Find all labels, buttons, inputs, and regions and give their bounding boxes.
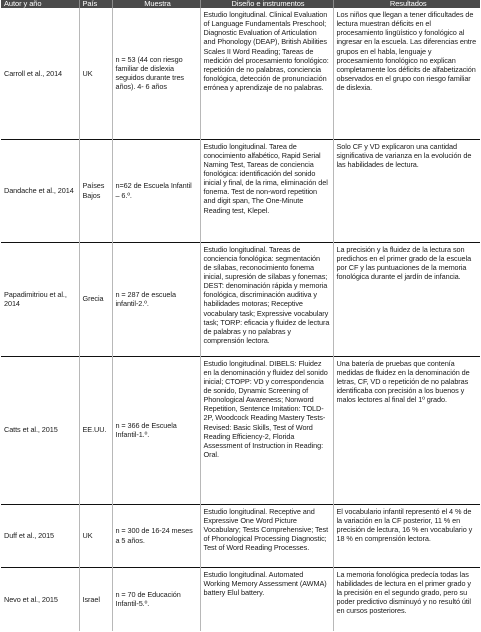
- cell-results: La memoria fonológica predecía todas las habilidades de lectura en el primer grado y la precisión en el segundo grado, pero su poder predictivo disminuyó y no resultó útil en cursos posteriores.: [333, 567, 480, 631]
- cell-results: Solo CF y VD explicaron una cantidad significativa de varianza en la evolución de las habilidades de lectura.: [333, 139, 480, 242]
- header-country: País: [79, 0, 112, 8]
- cell-design: Estudio longitudinal. DIBELS: Fluidez en la denominación y fluidez del sonido inicial; CTOPP: VD y correspondencia de sonido, Dynamic Screening of Phonological Awareness; Nonword Repetition, Sentence Imitation: TOLD-2P, Woodcock Reading Mastery Tests-Revised: Basic Skills, Test of Word Reading Efficiency-2, Florida Assessment of Instruction in Reading: Oral.: [200, 356, 333, 504]
- literature-review-table: [1, 0, 480, 631]
- cell-country: Países Bajos: [79, 139, 112, 242]
- table-header: [1, 0, 480, 8]
- cell-design: Estudio longitudinal. Tarea de conocimiento alfabético, Rapid Serial Naming Test, Tareas de conciencia fonológica: identificación del sonido inicial y final, de la rima, eliminación del fonema. Test de non-word repetition and digit span, The One-Minute Reading test, Klepel.: [200, 139, 333, 242]
- cell-design: Estudio longitudinal. Tareas de conciencia fonológica: segmentación de sílabas, reconocimiento fonema inicial, supresión de sílabas y fonemas; DEST: denominación rápida y memoria fonológica, discriminación auditiva y habilidades motoras; Receptive vocabulary task; Expressive vocabulary task; TORP: eficacia y fluidez de lectura de palabras y no palabras y comprensión lectora.: [200, 242, 333, 356]
- cell-author: Papadimitriou et al., 2014: [1, 242, 79, 356]
- cell-country: Grecia: [79, 242, 112, 356]
- table-row: [1, 242, 480, 356]
- cell-sample: n = 53 (44 con riesgo familiar de dislexia seguidos durante tres años). 4- 6 años: [112, 8, 200, 139]
- cell-sample: n=62 de Escuela Infantil – 6.º.: [112, 139, 200, 242]
- table-row: [1, 567, 480, 631]
- header-author: Autor y año: [1, 0, 79, 8]
- header-results: Resultados: [333, 0, 480, 8]
- cell-country: UK: [79, 504, 112, 567]
- cell-author: Nevo et al., 2015: [1, 567, 79, 631]
- header-design: Diseño e instrumentos: [200, 0, 333, 8]
- cell-country: UK: [79, 8, 112, 139]
- cell-sample: n = 287 de escuela infantil-2.º.: [112, 242, 200, 356]
- cell-design: Estudio longitudinal. Automated Working Memory Assessment (AWMA) battery Elul battery.: [200, 567, 333, 631]
- cell-author: Dandache et al., 2014: [1, 139, 79, 242]
- cell-design: Estudio longitudinal. Clinical Evaluation of Language Fundamentals Preschool; Diagnostic Evaluation of Articulation and Phonology (DEAP), British Abilities Scales II Word Reading; Tareas de medición del procesamiento fonológico: repetición de no palabras, conciencia fonológica, detección de pronunciación errónea y aprendizaje de no palabras.: [200, 8, 333, 139]
- cell-author: Carroll et al., 2014: [4, 68, 63, 78]
- table-row: [1, 504, 480, 567]
- header-sample: Muestra: [112, 0, 200, 8]
- cell-sample: n = 70 de Educación Infantil-5.º.: [112, 567, 200, 631]
- cell-design: Estudio longitudinal. Receptive and Expressive One Word Picture Vocabulary; Tests Comprehensive; Test of Phonological Processing Diagnostic; Test of Word Reading Processes.: [200, 504, 333, 567]
- cell-results: El vocabulario infantil representó el 4 % de la variación en la CF posterior, 11 % en precisión de lectura, 16 % en vocabulario y 18 % en comprensión lectora.: [333, 504, 480, 567]
- cell-country: Israel: [79, 567, 112, 631]
- table-row: [1, 356, 480, 504]
- cell-results: La precisión y la fluidez de la lectura son predichos en el primer grado de la escuela por CF y las puntuaciones de la memoria fonológica durante el jardín de infancia.: [333, 242, 480, 356]
- table-row: [1, 139, 480, 242]
- cell-sample: n = 366 de Escuela Infantil-1.º.: [112, 356, 200, 504]
- cell-sample: n = 300 de 16-24 meses a 5 años.: [112, 504, 200, 567]
- table-row: [1, 8, 480, 139]
- cell-author: Duff et al., 2015: [1, 504, 79, 567]
- cell-results: Una batería de pruebas que contenía medidas de fluidez en la denominación de letras, CF, VD o repetición de no palabras identificaba con precisión a los buenos y malos lectores al final del 1º grado.: [333, 356, 480, 504]
- cell-author: Catts et al., 2015: [1, 356, 79, 504]
- cell-country: EE.UU.: [79, 356, 112, 504]
- cell-results: Los niños que llegan a tener dificultades de lectura muestran déficits en el procesamiento lingüístico y fonológico al ingresar en la escuela. Las diferencias entre grupos en el habla, lenguaje y procesamiento fonológico no explican completamente los déficits de alfabetización observados en el grupo con riesgo familiar de dislexia.: [333, 8, 480, 139]
